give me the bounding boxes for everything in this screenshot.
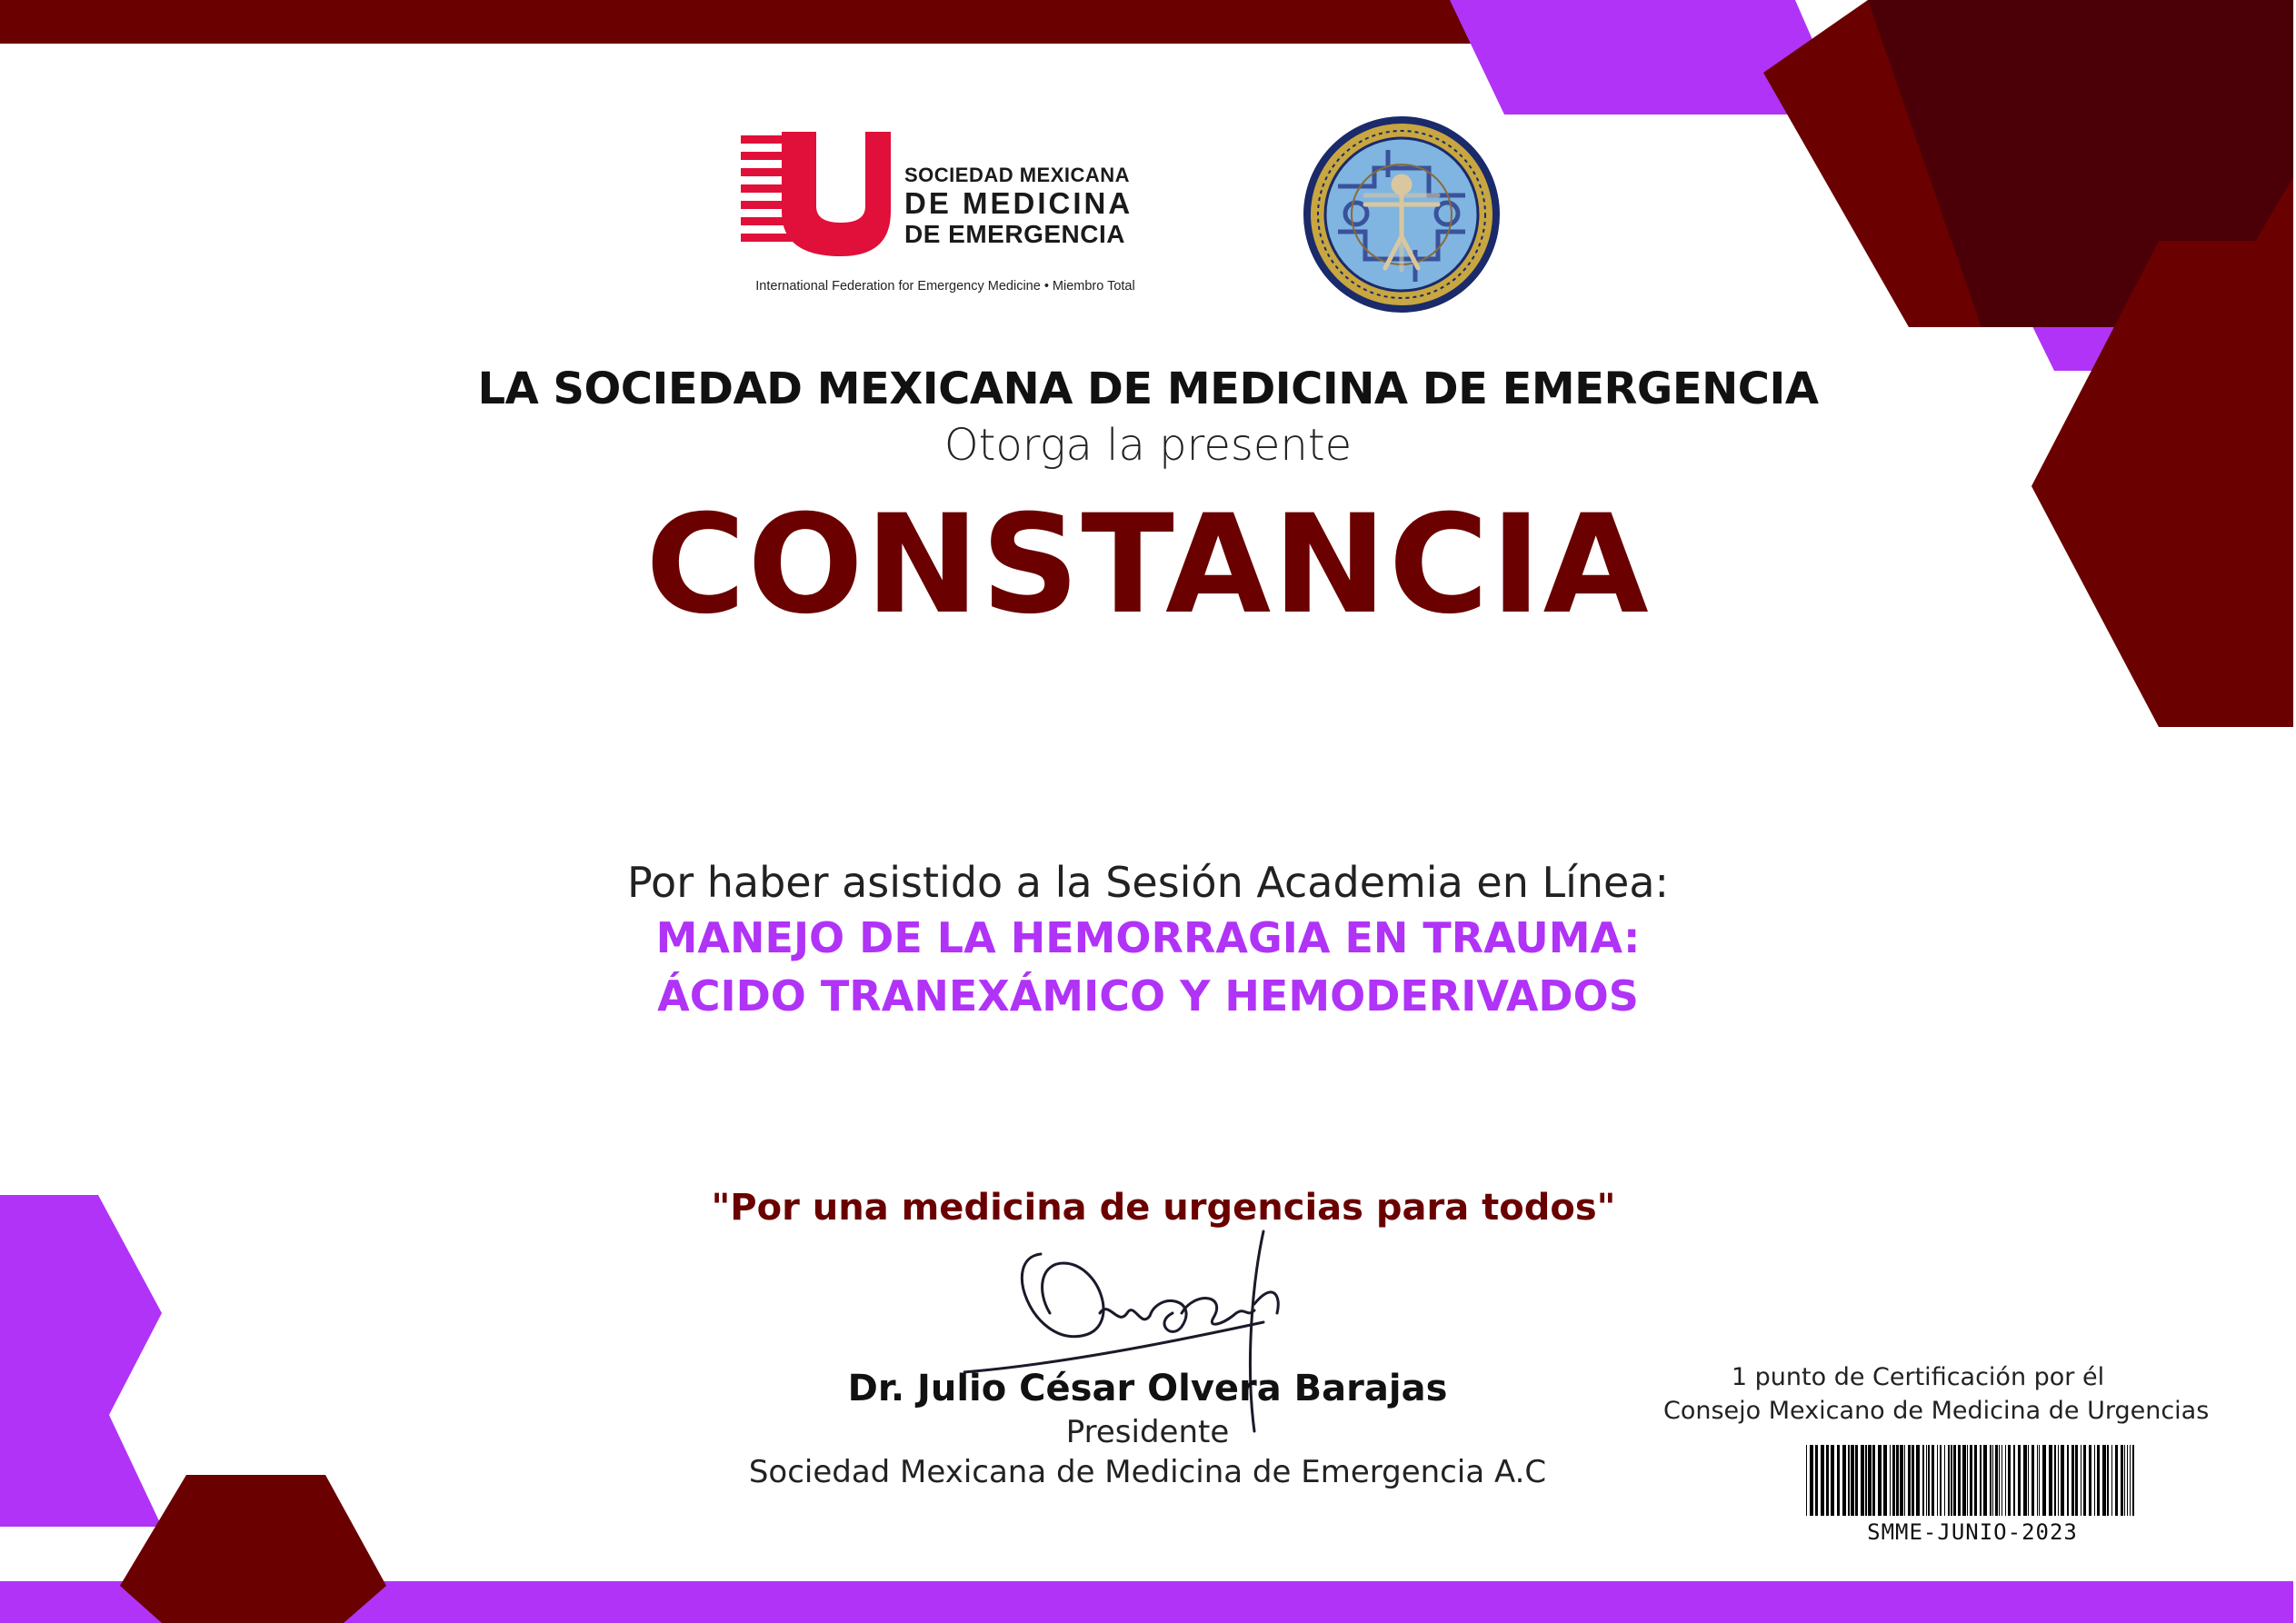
barcode-bar bbox=[2018, 1445, 2021, 1516]
barcode-bar bbox=[1815, 1445, 1818, 1516]
barcode-bar bbox=[1883, 1445, 1887, 1516]
barcode-bar bbox=[2107, 1445, 2109, 1516]
signatory-organization: Sociedad Mexicana de Medicina de Emergencia A.C bbox=[748, 1454, 1547, 1490]
barcode-bar bbox=[2049, 1445, 2052, 1516]
barcode-bar bbox=[1810, 1445, 1813, 1516]
attendance-reason: Por haber asistido a la Sesión Academia en Línea: bbox=[626, 858, 1670, 907]
barcode-bar bbox=[1940, 1445, 1942, 1516]
barcode-bar bbox=[1842, 1445, 1846, 1516]
barcode-bar bbox=[2005, 1445, 2006, 1516]
barcode-bar bbox=[2094, 1445, 2095, 1516]
barcode-bar bbox=[2097, 1445, 2100, 1516]
barcode-bar bbox=[1932, 1445, 1934, 1516]
barcode-bar bbox=[2111, 1445, 2112, 1516]
barcode-bar bbox=[1999, 1445, 2000, 1516]
barcode-bar bbox=[2130, 1445, 2131, 1516]
logo-line-1: SOCIEDAD MEXICANA bbox=[904, 164, 1131, 186]
motto: "Por una medicina de urgencias para todos" bbox=[711, 1187, 1616, 1229]
barcode-bar bbox=[1974, 1445, 1977, 1516]
vitruvian-seal-icon bbox=[1302, 114, 1502, 315]
certification-line-1: 1 punto de Certificación por él bbox=[1731, 1363, 2105, 1391]
intro-text: Otorga la presente bbox=[943, 420, 1353, 471]
barcode-bar bbox=[1865, 1445, 1867, 1516]
barcode-bar bbox=[1922, 1445, 1924, 1516]
barcode-bar bbox=[1878, 1445, 1882, 1516]
barcode-bar bbox=[1970, 1445, 1972, 1516]
barcode-bar bbox=[2008, 1445, 2011, 1516]
bottom-left-purple-shape bbox=[0, 1195, 162, 1527]
barcode-bar bbox=[2042, 1445, 2046, 1516]
barcode-bar bbox=[2089, 1445, 2091, 1516]
barcode-bar bbox=[2075, 1445, 2078, 1516]
signatory-name: Dr. Julio César Olvera Barajas bbox=[847, 1368, 1448, 1409]
barcode-bar bbox=[1861, 1445, 1864, 1516]
bottom-left-maroon-hexagon bbox=[120, 1475, 386, 1623]
barcode-bar bbox=[2083, 1445, 2086, 1516]
barcode-icon bbox=[1804, 1445, 2141, 1518]
barcode-bar bbox=[2124, 1445, 2125, 1516]
top-maroon-band bbox=[0, 0, 1472, 44]
barcode-bar bbox=[1831, 1445, 1834, 1516]
barcode-bar bbox=[1892, 1445, 1895, 1516]
barcode-bar bbox=[1908, 1445, 1911, 1516]
barcode-bar bbox=[1848, 1445, 1850, 1516]
barcode-bar bbox=[2013, 1445, 2015, 1516]
barcode-bar bbox=[1868, 1445, 1872, 1516]
barcode-bar bbox=[1928, 1445, 1930, 1516]
barcode-bar bbox=[1951, 1445, 1952, 1516]
barcode-bar bbox=[1912, 1445, 1914, 1516]
barcode-bar bbox=[2058, 1445, 2059, 1516]
barcode-bar bbox=[1890, 1445, 1891, 1516]
barcode-bar bbox=[1900, 1445, 1903, 1516]
barcode-bar bbox=[1980, 1445, 1982, 1516]
barcode-bar bbox=[2132, 1445, 2134, 1516]
barcode-bar bbox=[2037, 1445, 2038, 1516]
course-title-line-2: ÁCIDO TRANEXÁMICO Y HEMODERIVADOS bbox=[657, 971, 1639, 1021]
smme-u-logo-icon bbox=[741, 132, 895, 259]
certification-line-2: Consejo Mexicano de Medicina de Urgencias bbox=[1663, 1397, 2210, 1425]
certificate-title: CONSTANCIA bbox=[645, 486, 1651, 644]
barcode-bar bbox=[1855, 1445, 1858, 1516]
logo-subtitle: International Federation for Emergency Medicine • Miembro Total bbox=[755, 279, 1135, 294]
barcode-bar bbox=[1926, 1445, 1927, 1516]
barcode-bar bbox=[1995, 1445, 1998, 1516]
logo-line-2: DE MEDICINA bbox=[904, 186, 1133, 220]
barcode-bar bbox=[1896, 1445, 1899, 1516]
barcode-bar bbox=[2067, 1445, 2069, 1516]
signatory-role: Presidente bbox=[1065, 1414, 1230, 1450]
barcode-bar bbox=[1872, 1445, 1875, 1516]
barcode-bar bbox=[1958, 1445, 1961, 1516]
certificate-code: SMME-JUNIO-2023 bbox=[1867, 1519, 2078, 1545]
barcode-bar bbox=[1944, 1445, 1945, 1516]
barcode-bar bbox=[1983, 1445, 1987, 1516]
barcode-bar bbox=[2121, 1445, 2123, 1516]
barcode-bar bbox=[2028, 1445, 2029, 1516]
barcode-bar bbox=[1967, 1445, 1968, 1516]
barcode-bar bbox=[1904, 1445, 1905, 1516]
barcode-bar bbox=[2023, 1445, 2027, 1516]
barcode-bar bbox=[1962, 1445, 1966, 1516]
organization-heading: LA SOCIEDAD MEXICANA DE MEDICINA DE EMERGENCIA bbox=[477, 363, 1819, 414]
barcode-bar bbox=[1837, 1445, 1840, 1516]
barcode-bar bbox=[1916, 1445, 1920, 1516]
barcode-bar bbox=[2031, 1445, 2034, 1516]
barcode-bar bbox=[1953, 1445, 1956, 1516]
barcode-bar bbox=[1992, 1445, 1993, 1516]
barcode-bar bbox=[1990, 1445, 1992, 1516]
barcode-bar bbox=[2127, 1445, 2128, 1516]
barcode-bar bbox=[1948, 1445, 1950, 1516]
barcode-bar bbox=[2039, 1445, 2040, 1516]
barcode-bar bbox=[1851, 1445, 1854, 1516]
barcode-bar bbox=[2054, 1445, 2056, 1516]
barcode-bar bbox=[1821, 1445, 1824, 1516]
barcode-bar bbox=[2061, 1445, 2064, 1516]
logo-line-3: DE EMERGENCIA bbox=[904, 220, 1125, 248]
course-title-line-1: MANEJO DE LA HEMORRAGIA EN TRAUMA: bbox=[655, 913, 1641, 962]
barcode-bar bbox=[1937, 1445, 1938, 1516]
barcode-bar bbox=[2115, 1445, 2118, 1516]
barcode-bar bbox=[1806, 1445, 1807, 1516]
logo-wordmark bbox=[904, 164, 1159, 249]
barcode-bar bbox=[2071, 1445, 2074, 1516]
barcode-bar bbox=[2102, 1445, 2106, 1516]
barcode-bar bbox=[1826, 1445, 1829, 1516]
